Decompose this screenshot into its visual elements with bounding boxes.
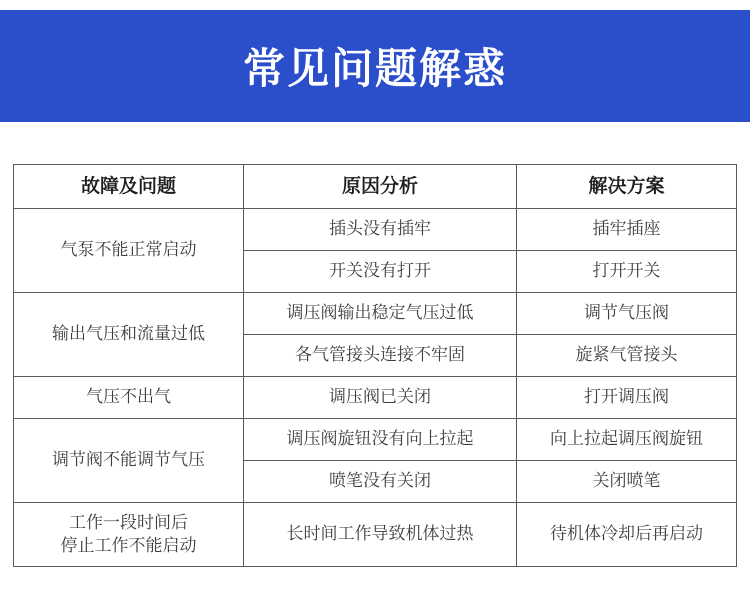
cause-cell: 喷笔没有关闭 [244,461,517,503]
solution-cell: 向上拉起调压阀旋钮 [517,419,737,461]
table-row [14,503,737,567]
problem-text-line-1: 工作一段时间后 [69,512,188,533]
solution-cell: 关闭喷笔 [517,461,737,503]
problem-text: 气压不出气 [86,387,171,407]
solution-cell: 打开开关 [517,251,737,293]
table-row [14,209,737,251]
title-banner [0,10,750,122]
solution-cell: 插牢插座 [517,209,737,251]
problem-text: 调节阀不能调节气压 [52,450,205,470]
cause-cell: 调压阀输出稳定气压过低 [244,293,517,335]
cause-cell: 插头没有插牢 [244,209,517,251]
header-problem: 故障及问题 [14,165,244,209]
cause-cell: 各气管接头连接不牢固 [244,335,517,377]
cause-cell: 开关没有打开 [244,251,517,293]
header-solution: 解决方案 [517,165,737,209]
page-title: 常见问题解惑 [242,44,507,93]
problem-text-line-2: 停止工作不能启动 [60,535,197,556]
table-row [14,419,737,461]
solution-cell: 待机体冷却后再启动 [517,503,737,567]
cause-cell: 调压阀旋钮没有向上拉起 [244,419,517,461]
problem-cell [14,209,244,293]
problem-text: 输出气压和流量过低 [52,324,205,344]
solution-cell: 旋紧气管接头 [517,335,737,377]
cause-cell: 长时间工作导致机体过热 [244,503,517,567]
problem-cell [14,377,244,419]
problem-cell [14,293,244,377]
solution-cell: 打开调压阀 [517,377,737,419]
cause-cell: 调压阀已关闭 [244,377,517,419]
header-cause: 原因分析 [244,165,517,209]
problem-cell [14,419,244,503]
solution-cell: 调节气压阀 [517,293,737,335]
header-row [14,165,737,209]
problem-cell [14,503,244,567]
table-row [14,293,737,335]
problem-text: 气泵不能正常启动 [60,240,197,260]
faq-table [13,164,737,567]
table-row [14,377,737,419]
